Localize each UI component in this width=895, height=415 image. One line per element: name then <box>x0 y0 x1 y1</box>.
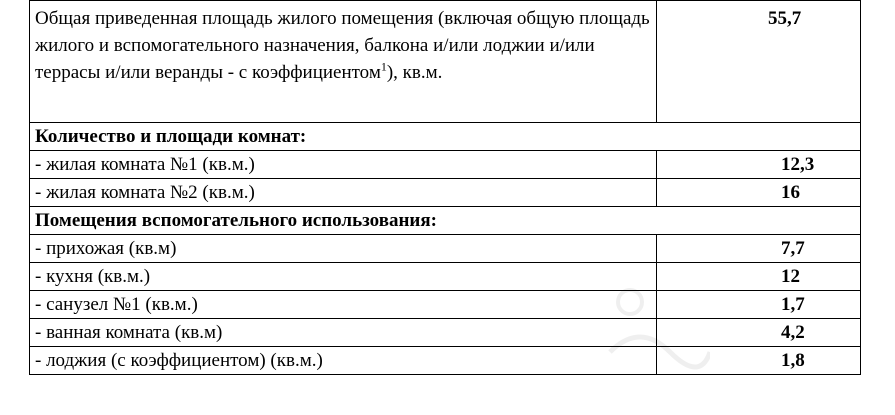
table-row <box>30 179 861 207</box>
row-label: - прихожая (кв.м) <box>30 235 657 263</box>
total-area-label-text: Общая приведенная площадь жилого помещения (включая общую площадь жилого и вспомогательного назначения, балкона и/или лоджии и/или террасы и/или веранды - с коэффициентом <box>35 8 650 83</box>
table-row <box>30 263 861 291</box>
row-label: - санузел №1 (кв.м.) <box>30 291 657 319</box>
total-area-label <box>30 1 657 123</box>
table-row <box>30 347 861 375</box>
row-value: 4,2 <box>657 319 861 347</box>
total-area-row <box>30 1 861 123</box>
row-value: 7,7 <box>657 235 861 263</box>
row-label: - лоджия (с коэффициентом) (кв.м.) <box>30 347 657 375</box>
total-area-label-tail: ), кв.м. <box>386 62 443 83</box>
section-header-aux <box>30 207 861 235</box>
row-value: 1,7 <box>657 291 861 319</box>
section-title-rooms: Количество и площади комнат: <box>30 123 861 151</box>
section-header-rooms <box>30 123 861 151</box>
row-label: - жилая комната №2 (кв.м.) <box>30 179 657 207</box>
section-title-aux: Помещения вспомогательного использования: <box>30 207 861 235</box>
row-value: 16 <box>657 179 861 207</box>
table-row <box>30 235 861 263</box>
watermark-icon <box>600 282 710 372</box>
table-row <box>30 291 861 319</box>
total-area-value: 55,7 <box>657 1 861 123</box>
row-label: - ванная комната (кв.м) <box>30 319 657 347</box>
row-label: - кухня (кв.м.) <box>30 263 657 291</box>
table-row <box>30 319 861 347</box>
row-value: 12,3 <box>657 151 861 179</box>
row-value: 1,8 <box>657 347 861 375</box>
table-row <box>30 151 861 179</box>
row-value: 12 <box>657 263 861 291</box>
footnote-mark: 1 <box>380 59 387 74</box>
apartment-area-table <box>29 0 861 375</box>
row-label: - жилая комната №1 (кв.м.) <box>30 151 657 179</box>
